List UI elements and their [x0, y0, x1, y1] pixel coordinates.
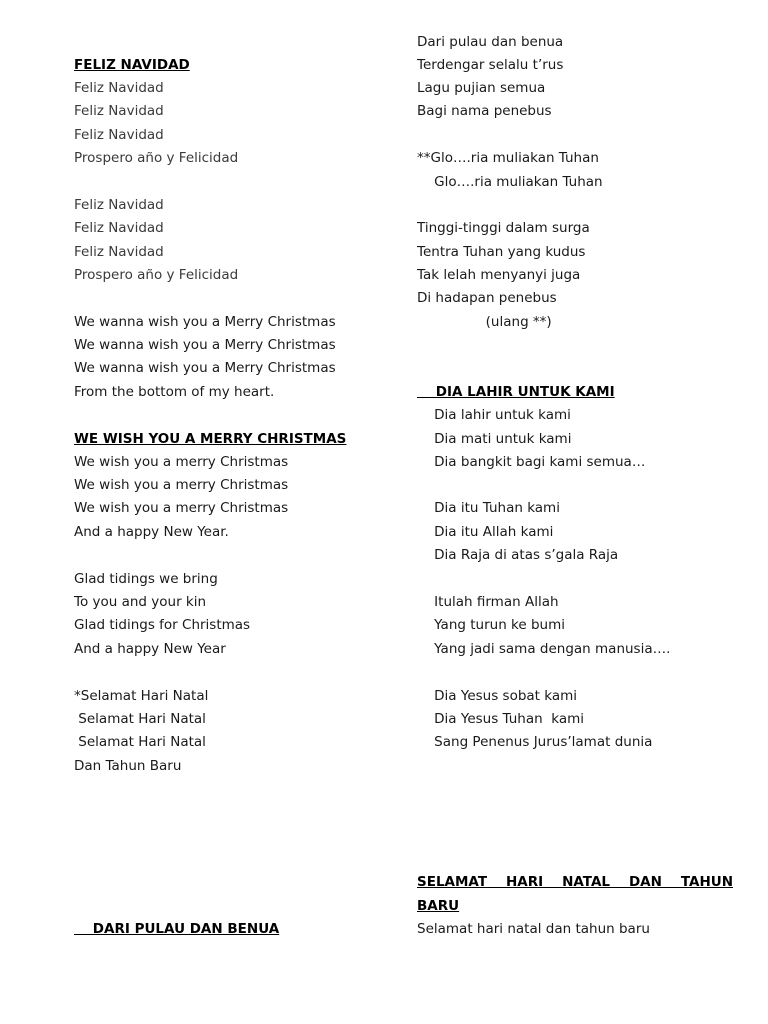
lyric-line-feliz-navidad: Feliz Navidad: [74, 127, 164, 143]
song-title-baru: BARU: [417, 898, 460, 914]
lyric-line-we-wanna-wish-you-a-merry-christmas: We wanna wish you a Merry Christmas: [74, 360, 336, 376]
lyric-line-dan-tahun-baru: Dan Tahun Baru: [74, 758, 182, 774]
lyric-line-we-wanna-wish-you-a-merry-christmas: We wanna wish you a Merry Christmas: [74, 337, 336, 353]
song-title-dari-pulau-dan-benua: DARI PULAU DAN BENUA: [74, 921, 280, 937]
lyric-line-yang-jadi-sama-dengan-manusia: Yang jadi sama dengan manusia….: [417, 641, 671, 657]
lyric-line-yang-turun-ke-bumi: Yang turun ke bumi: [417, 617, 566, 633]
lyric-line-selamat-hari-natal: *Selamat Hari Natal: [74, 688, 209, 704]
lyric-line-feliz-navidad: Feliz Navidad: [74, 244, 164, 260]
song-title-we-wish-you-a-merry-christmas: WE WISH YOU A MERRY CHRISTMAS: [74, 431, 347, 447]
lyric-line-tinggi-tinggi-dalam-surga: Tinggi-tinggi dalam surga: [417, 220, 590, 236]
lyric-line-prospero-a-o-y-felicidad: Prospero año y Felicidad: [74, 150, 239, 166]
lyric-line-dia-lahir-untuk-kami: Dia lahir untuk kami: [417, 407, 571, 423]
lyric-line-selamat-hari-natal-dan-tahun-baru: Selamat hari natal dan tahun baru: [417, 921, 650, 937]
lyric-line-feliz-navidad: Feliz Navidad: [74, 103, 164, 119]
lyric-line-selamat-hari-natal: Selamat Hari Natal: [74, 711, 206, 727]
lyric-line-dia-yesus-sobat-kami: Dia Yesus sobat kami: [417, 688, 578, 704]
lyric-line-selamat-hari-natal: Selamat Hari Natal: [74, 734, 206, 750]
lyric-line-dari-pulau-dan-benua: Dari pulau dan benua: [417, 34, 564, 50]
lyric-line-feliz-navidad: Feliz Navidad: [74, 197, 164, 213]
lyric-line-glo-ria-muliakan-tuhan: Glo….ria muliakan Tuhan: [417, 174, 603, 190]
lyric-line-bagi-nama-penebus: Bagi nama penebus: [417, 103, 552, 119]
lyric-line-terdengar-selalu-t-rus: Terdengar selalu t’rus: [417, 57, 564, 73]
lyric-line-dia-mati-untuk-kami: Dia mati untuk kami: [417, 431, 572, 447]
lyric-line-dia-itu-tuhan-kami: Dia itu Tuhan kami: [417, 500, 560, 516]
lyric-line-we-wish-you-a-merry-christmas: We wish you a merry Christmas: [74, 454, 289, 470]
lyric-line-we-wish-you-a-merry-christmas: We wish you a merry Christmas: [74, 477, 289, 493]
lyric-line-and-a-happy-new-year: And a happy New Year.: [74, 524, 229, 540]
lyric-line-feliz-navidad: Feliz Navidad: [74, 220, 164, 236]
lyric-line-ulang: (ulang **): [417, 314, 552, 330]
lyric-line-dia-itu-allah-kami: Dia itu Allah kami: [417, 524, 554, 540]
lyric-line-to-you-and-your-kin: To you and your kin: [74, 594, 207, 610]
lyric-line-lagu-pujian-semua: Lagu pujian semua: [417, 80, 546, 96]
lyric-line-we-wish-you-a-merry-christmas: We wish you a merry Christmas: [74, 500, 289, 516]
lyric-line-di-hadapan-penebus: Di hadapan penebus: [417, 290, 557, 306]
lyric-line-dia-bangkit-bagi-kami-semua: Dia bangkit bagi kami semua…: [417, 454, 646, 470]
song-title-dia-lahir-untuk-kami: DIA LAHIR UNTUK KAMI: [417, 384, 615, 400]
song-title-feliz-navidad: FELIZ NAVIDAD: [74, 57, 190, 73]
song-title-selamat-hari-natal-dan-tahun: SELAMAT HARI NATAL DAN TAHUN: [417, 874, 733, 890]
lyric-line-dia-raja-di-atas-s-gala-raja: Dia Raja di atas s’gala Raja: [417, 547, 619, 563]
lyric-line-glad-tidings-we-bring: Glad tidings we bring: [74, 571, 218, 587]
lyric-line-itulah-firman-allah: Itulah firman Allah: [417, 594, 559, 610]
lyric-line-dia-yesus-tuhan-kami: Dia Yesus Tuhan kami: [417, 711, 585, 727]
lyric-line-prospero-a-o-y-felicidad: Prospero año y Felicidad: [74, 267, 239, 283]
lyric-line-tentra-tuhan-yang-kudus: Tentra Tuhan yang kudus: [417, 244, 586, 260]
lyric-line-glad-tidings-for-christmas: Glad tidings for Christmas: [74, 617, 251, 633]
lyric-line-sang-penenus-jurus-lamat-dunia: Sang Penenus Jurus’lamat dunia: [417, 734, 653, 750]
lyric-line-and-a-happy-new-year: And a happy New Year: [74, 641, 226, 657]
lyric-line-we-wanna-wish-you-a-merry-christmas: We wanna wish you a Merry Christmas: [74, 314, 336, 330]
lyric-line-tak-lelah-menyanyi-juga: Tak lelah menyanyi juga: [417, 267, 581, 283]
lyric-line-glo-ria-muliakan-tuhan: **Glo….ria muliakan Tuhan: [417, 150, 599, 166]
lyric-line-feliz-navidad: Feliz Navidad: [74, 80, 164, 96]
lyric-line-from-the-bottom-of-my-heart: From the bottom of my heart.: [74, 384, 275, 400]
